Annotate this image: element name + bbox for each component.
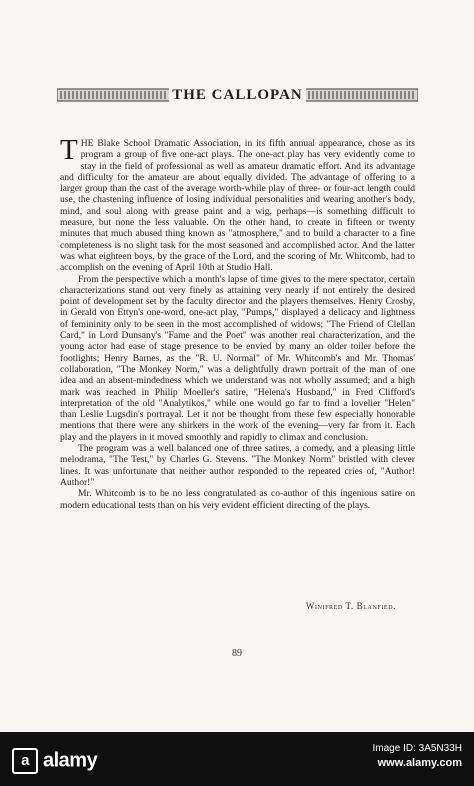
article-paragraph (60, 134, 415, 274)
author-signature: Winifred T. Blanfied. (305, 601, 396, 611)
article-body (60, 134, 415, 511)
article-paragraph: Mr. Whitcomb is to be no less congratulated as co-author of this ingenious satire on modern educational tests than on his very evident efficient directing of the plays. (60, 488, 415, 511)
decorative-header-banner (57, 85, 418, 105)
alamy-logo (12, 748, 97, 774)
image-id-text: Image ID: 3A5N33H (372, 743, 462, 754)
stock-watermark-bar (0, 732, 474, 786)
stock-url-link[interactable]: www.alamy.com (377, 757, 462, 769)
header-title (57, 85, 418, 105)
paragraph-text: HE Blake School Dramatic Association, in its fifth annual appearance, chose as its program a group of five one-act plays. The one-act play has very evidently come to stay in the field of professional as well as amateur dramatic effort. And its advantage and difficulty for the amateur are about equally divided. The advantage of offering to a larger group than the cast of the average worth-while play of three- or four-act length could use, the chastening influence of losing individual personalities and wearing another's body, mind, and soul along with grease paint and a wig, perhaps—is something difficult to measure, but none the less valuable. On the other hand, to create in fifteen or twenty minutes that much abused thing known as "atmosphere," and to build a character to a fine completeness is no slight task for the most seasoned and accomplished actor. And the latter was what eighteen boys, by the grace of the Lord, and the scoring of Mr. Whitcomb, had to accomplish on the evening of April 10th at Studio Hall. (60, 138, 415, 274)
header-title-text: THE CALLOPAN (169, 87, 305, 103)
alamy-brand-text: alamy (43, 749, 98, 772)
article-paragraph: From the perspective which a month's lapse of time gives to the mere spectator, certain characterizations stand out very finely as attaining very nearly if not entirely the desired point of development set by the faculty director and the players themselves. Henry Crosby, in Gerald von Ettyn's one-word, one-act play, "Pumps," displayed a delicacy and lightness of femininity only to be seen in the most accomplished of widows; "The Friend of Clellan Card," in Lord Dunsany's "Fame and the Poet" was another real characterization, and the young actor had ease of stage presence to be envied by many an older toiler before the footlights; Henry Barnes, as the "R. U. Normal" of Mr. Whitcomb's and Mr. Thomas' collaboration, "The Monkey Norm," was a delightfully drawn portrait of the man of one idea and an absent-mindedness which we understand was not wholly assumed; and a high mark was reached in Philip Moeller's satire, "Helena's Husband," in Fred Clifford's interpretation of the old "Analytikos," while one would go far to find a lovelier "Helen" than Leslie Lugsdin's portrayal. Let it not be thought from these few especially honorable mentions that there were any shirkers in the work of the evening—very far from it. Each play and the players in it moved smoothly and rapidly to climax and conclusion. (60, 273, 415, 443)
drop-cap: T (60, 134, 78, 166)
stock-image-info (373, 742, 463, 770)
article-paragraph: The program was a well balanced one of three satires, a comedy, and a pleasing little melodrama, "The Test," by Charles G. Stevens. "The Monkey Norm" bristled with clever lines. It was unfortunate that neither author responded to the repeated cries of, "Author! Author!" (60, 443, 415, 488)
page-number: 89 (232, 648, 242, 659)
alamy-mark-icon: a (12, 748, 38, 774)
